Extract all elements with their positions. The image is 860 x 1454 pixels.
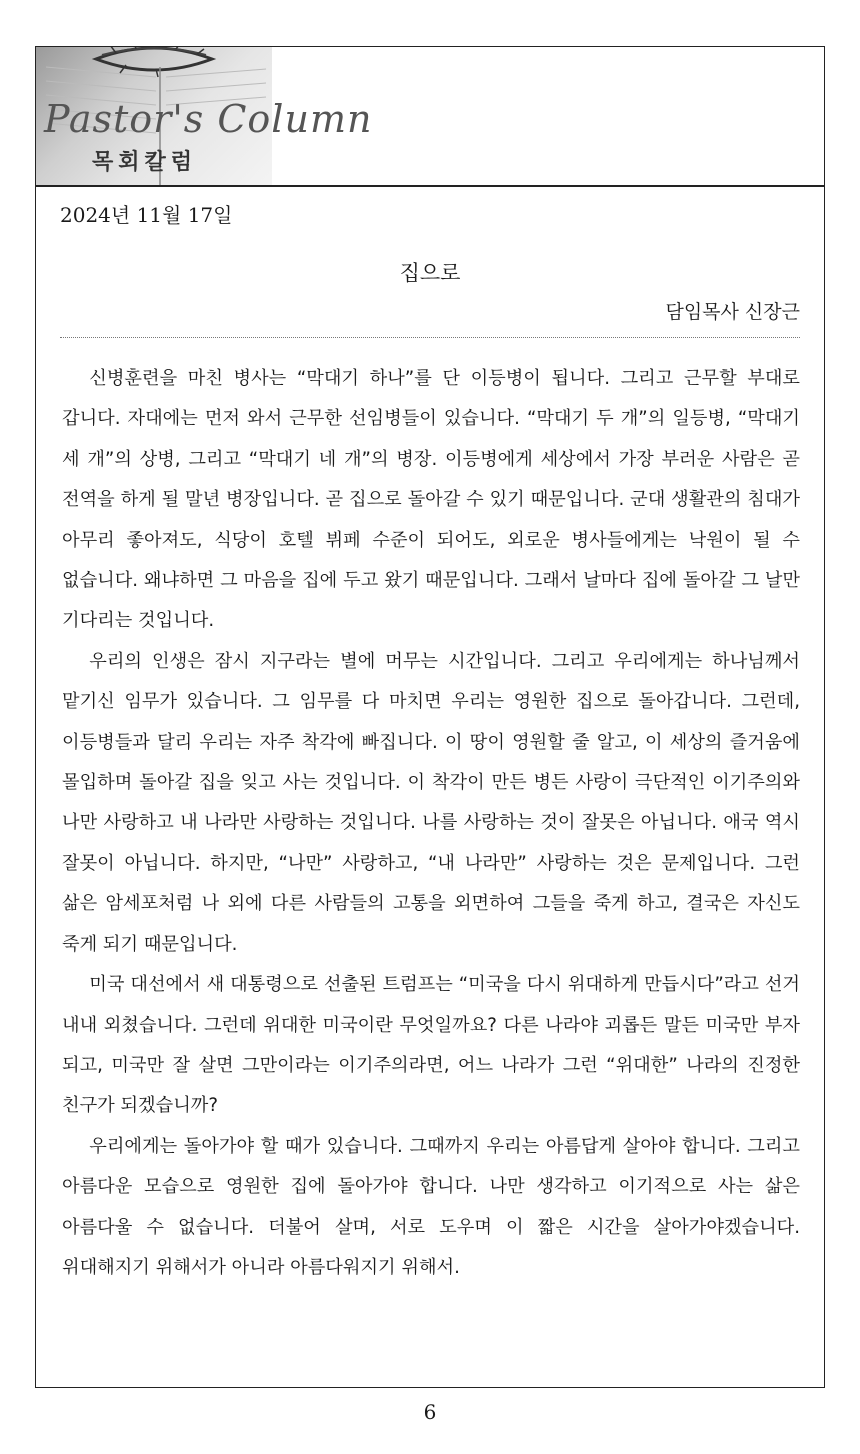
page-frame	[35, 46, 825, 1388]
column-header	[36, 47, 824, 185]
page-number: 6	[423, 1400, 437, 1424]
paragraph: 신병훈련을 마친 병사는 “막대기 하나”를 단 이등병이 됩니다. 그리고 근무할 부대로 갑니다. 자대에는 먼저 와서 근무한 선임병들이 있습니다. “막대기 두 개”의 일등병, “막대기 세 개”의 상병, 그리고 “막대기 네 개”의 병장. 이등병에게 세상에서 가장 부러운 사람은 곧 전역을 하게 될 말년 병장입니다. 곧 집으로 돌아갈 수 있기 때문입니다. 군대 생활관의 침대가 아무리 좋아져도, 식당이 호텔 뷔페 수준이 되어도, 외로운 병사들에게는 낙원이 될 수 없습니다. 왜냐하면 그 마음을 집에 두고 왔기 때문입니다. 그래서 날마다 집에 돌아갈 그 날만 기다리는 것입니다.	[62, 368, 800, 632]
article-body	[62, 359, 800, 1288]
article-date: 2024년 11월 17일	[60, 203, 233, 227]
article-author: 담임목사 신장근	[665, 301, 800, 323]
paragraph: 우리에게는 돌아가야 할 때가 있습니다. 그때까지 우리는 아름답게 살아야 합니다. 그리고 아름다운 모습으로 영원한 집에 돌아가야 합니다. 나만 생각하고 이기적으로 사는 삶은 아름다울 수 없습니다. 더불어 살며, 서로 도우며 이 짧은 시간을 살아가야겠습니다. 위대해지기 위해서가 아니라 아름다워지기 위해서.	[62, 1135, 800, 1278]
paragraph: 미국 대선에서 새 대통령으로 선출된 트럼프는 “미국을 다시 위대하게 만듭시다”라고 선거 내내 외쳤습니다. 그런데 위대한 미국이란 무엇일까요? 다른 나라야 괴롭든 말든 미국만 부자 되고, 미국만 잘 살면 그만이라는 이기주의라면, 어느 나라가 그런 “위대한” 나라의 진정한 친구가 되겠습니까?	[62, 974, 800, 1117]
header-divider	[36, 185, 824, 187]
paragraph: 우리의 인생은 잠시 지구라는 별에 머무는 시간입니다. 그리고 우리에게는 하나님께서 맡기신 임무가 있습니다. 그 임무를 다 마치면 우리는 영원한 집으로 돌아갑니다. 그런데, 이등병들과 달리 우리는 자주 착각에 빠집니다. 이 땅이 영원할 줄 알고, 이 세상의 즐거움에 몰입하며 돌아갈 집을 잊고 사는 것입니다. 이 착각이 만든 병든 사랑이 극단적인 이기주의와 나만 사랑하고 내 나라만 사랑하는 것입니다. 나를 사랑하는 것이 잘못은 아닙니다. 애국 역시 잘못이 아닙니다. 하지만, “나만” 사랑하고, “내 나라만” 사랑하는 것은 문제입니다. 그런 삶은 암세포처럼 나 외에 다른 사람들의 고통을 외면하여 그들을 죽게 하고, 결국은 자신도 죽게 되기 때문입니다.	[62, 650, 800, 955]
column-title: Pastor's Column	[44, 97, 373, 141]
article-title: 집으로	[399, 261, 461, 285]
dotted-divider	[60, 337, 800, 338]
column-subtitle: 목회칼럼	[92, 150, 198, 175]
